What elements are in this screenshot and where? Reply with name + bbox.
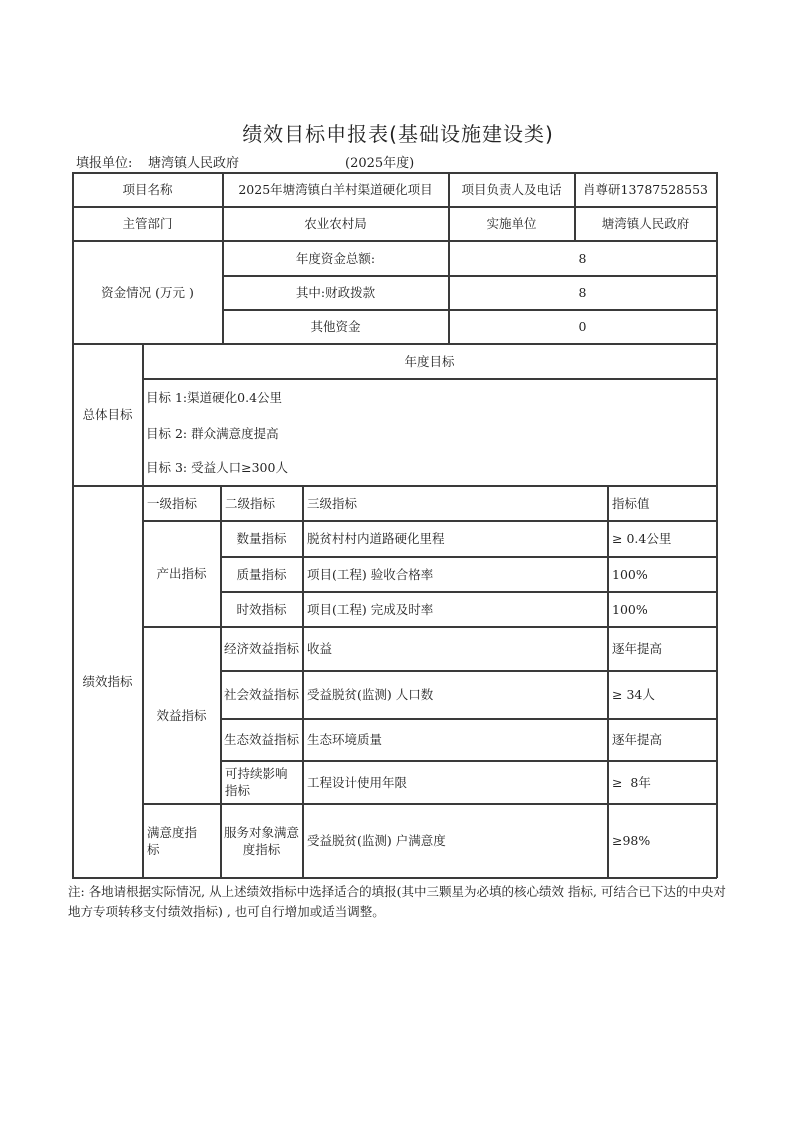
level1-satisfaction: 满意度指标	[147, 824, 198, 857]
form-title: 绩效目标申报表(基础设施建设类)	[242, 122, 554, 146]
level3-cell: 项目(工程) 验收合格率	[307, 566, 434, 582]
project-leader-label: 项目负责人及电话	[461, 182, 562, 197]
level3-cell: 受益脱贫(监测) 人口数	[307, 687, 434, 702]
level2-cell: 数量指标	[236, 531, 287, 546]
goal-item: 目标 2: 群众满意度提高	[146, 426, 279, 441]
fill-unit-value: 塘湾镇人民政府	[148, 156, 240, 171]
report-year: (2025年度)	[345, 156, 415, 171]
level1-output: 产出指标	[156, 566, 207, 581]
level2-cell: 可持续影响指标	[225, 766, 288, 798]
footnote: 注: 各地请根据实际情况, 从上述绩效指标中选择适合的填报(其中三颗星为必填的核心绩效 指标, 可结合已下达的中央对地方专项转移支付绩效指标) , 也可自行增加或适当调整。	[68, 884, 726, 919]
project-name-value: 2025年塘湾镇白羊村渠道硬化项目	[238, 182, 433, 197]
level2-cell: 生态效益指标	[223, 732, 299, 747]
funding-total-label: 年度资金总额:	[295, 250, 376, 266]
overall-goal-label: 总体目标	[82, 407, 133, 422]
indicator-value: ≥ 34人	[612, 687, 655, 702]
header-level2: 二级指标	[225, 495, 276, 511]
table-border-right	[716, 172, 718, 878]
level2-cell: 经济效益指标	[223, 641, 299, 656]
level2-cell: 服务对象满意度指标	[223, 824, 299, 857]
header-level1: 一级指标	[147, 495, 198, 511]
goal-item: 目标 1:渠道硬化0.4公里	[146, 390, 283, 405]
header-level3: 三级指标	[307, 495, 358, 511]
fill-unit-label: 填报单位:	[76, 156, 133, 171]
indicator-value: ≥98%	[612, 833, 651, 848]
level3-cell: 脱贫村村内道路硬化里程	[307, 531, 445, 546]
dept-label: 主管部门	[122, 216, 173, 231]
funding-label: 资金情况 (万元 )	[101, 284, 194, 300]
indicator-value: ≥ 8年	[612, 774, 651, 790]
indicator-value: ≥ 0.4公里	[612, 531, 672, 546]
level3-cell: 受益脱贫(监测) 户满意度	[307, 833, 446, 848]
impl-unit-value: 塘湾镇人民政府	[601, 216, 690, 231]
level2-cell: 时效指标	[236, 601, 287, 617]
goal-item: 目标 3: 受益人口≥300人	[146, 460, 288, 475]
level1-benefit: 效益指标	[156, 707, 207, 723]
table-border-bottom	[72, 877, 717, 879]
level2-cell: 质量指标	[236, 566, 287, 582]
indicator-value: 100%	[612, 601, 648, 617]
project-name-label: 项目名称	[122, 182, 173, 197]
level2-cell: 社会效益指标	[223, 687, 299, 702]
funding-total-value: 8	[578, 250, 587, 266]
funding-fiscal-value: 8	[578, 285, 587, 300]
level3-cell: 项目(工程) 完成及时率	[307, 601, 434, 617]
indicator-value: 100%	[612, 566, 648, 582]
dept-value: 农业农村局	[304, 216, 367, 231]
level3-cell: 收益	[307, 641, 333, 656]
level3-cell: 工程设计使用年限	[307, 774, 408, 790]
indicator-value: 逐年提高	[612, 732, 663, 747]
header-value: 指标值	[612, 495, 650, 511]
project-leader-value: 肖尊研13787528553	[583, 182, 708, 197]
impl-unit-label: 实施单位	[486, 216, 537, 231]
funding-other-label: 其他资金	[310, 319, 361, 334]
indicator-value: 逐年提高	[612, 641, 663, 656]
performance-label: 绩效指标	[82, 674, 133, 689]
funding-fiscal-label: 其中:财政拨款	[295, 285, 376, 300]
funding-other-value: 0	[578, 319, 587, 334]
level3-cell: 生态环境质量	[307, 732, 383, 747]
row-divider	[142, 378, 717, 380]
annual-goal-header: 年度目标	[404, 353, 455, 369]
